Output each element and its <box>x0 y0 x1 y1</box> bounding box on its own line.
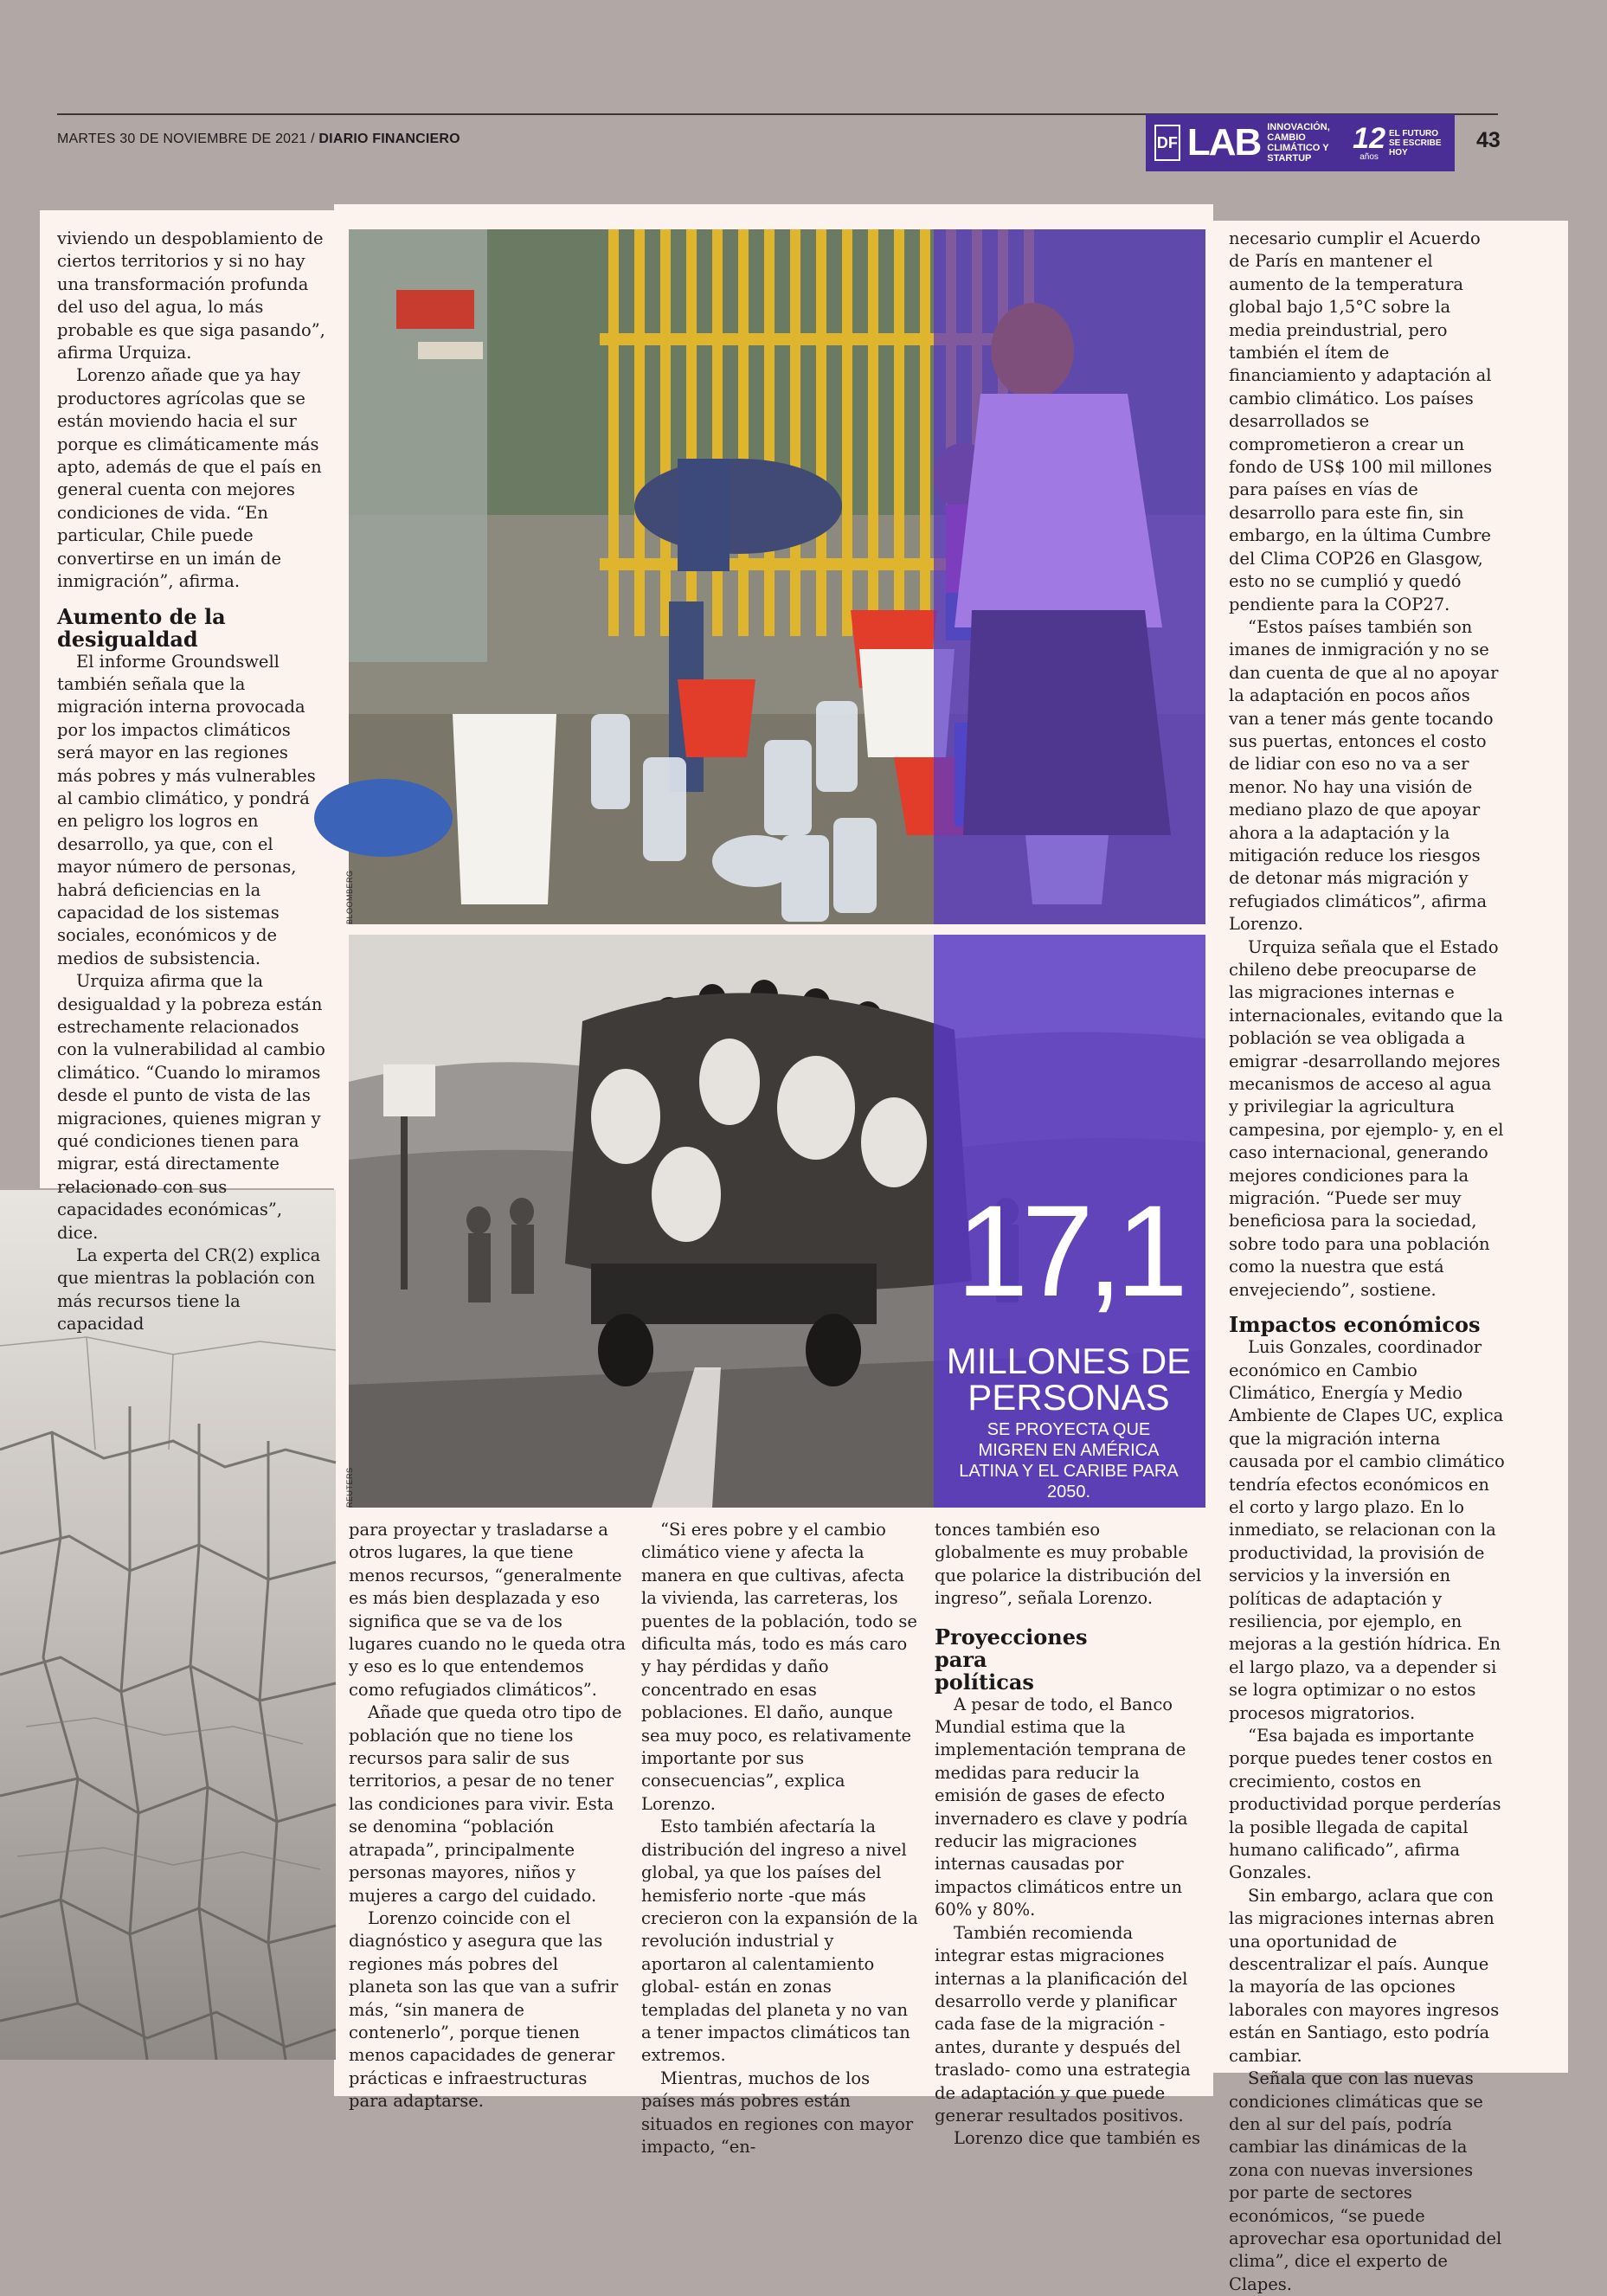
subheading-proyecciones: Proyecciones para políticas <box>935 1624 1088 1695</box>
paragraph: tonces también eso globalmente es muy probable que polarice la distribución del ingreso”, señala Lorenzo. <box>935 1520 1202 1609</box>
subheading-impactos: Impactos económicos <box>1229 1312 1481 1338</box>
paragraph: Añade que queda otro tipo de población que no tiene los recursos para salir de sus territorios, a pesar de no tener las condiciones para vivir. Esta se denomina “población atrapada”, principalmente personas mayores, niños y mujeres a cargo del cuidado. <box>349 1702 622 1906</box>
lab-subtitle: INNOVACIÓN, CAMBIO CLIMÁTICO Y STARTUP <box>1267 122 1330 164</box>
paragraph: “Si eres pobre y el cambio climático viene y afecta la manera en que cultivas, afecta la vivienda, las carreteras, los puentes de la población, todo se dificulta más, todo es más caro y hay pérdidas y daño concentrado en esas poblaciones. El daño, aunque sea muy poco, es relativamente importante por sus consecuencias”, explica Lorenzo. <box>641 1520 917 1814</box>
paragraph: Mientras, muchos de los países más pobres están situados en regiones con mayor impacto, “en- <box>641 2068 914 2157</box>
header-dateline <box>57 132 460 147</box>
page-number: 43 <box>1476 128 1501 152</box>
article-column-3 <box>641 1519 918 2158</box>
anniversary-logo <box>1353 124 1446 162</box>
paragraph: “Estos países también son imanes de inmigración y no se dan cuenta de que al no apoyar la adaptación en pocos años van a tener más gente tocando sus puertas, entonces el costo de lidiar con eso no va a ser menor. No hay una visión de mediano plazo de que apoyar ahora a la adaptación y la mitigación reduce los riesgos de detonar más migración y refugiados climáticos”, afirma Lorenzo. <box>1229 616 1499 935</box>
lab-logo: LAB <box>1186 121 1261 164</box>
paragraph: Lorenzo coincide con el diagnóstico y asegura que las regiones más pobres del planeta son las que van a sufrir más, “sin manera de contenerlo”, porque tienen menos capacidades de generar prácticas e infraestructuras para adaptarse. <box>349 1907 619 2112</box>
anniversary-number: 12 <box>1353 122 1385 155</box>
paragraph: Luis Gonzales, coordinador económico en Cambio Climático, Energía y Medio Ambiente de Clapes UC, explica que la migración interna causada por el cambio climático tendría efectos económicos en el corto y largo plazo. En lo inmediato, se relacionan con la productividad, la provisión de servicios y la inversión en políticas de adaptación y resiliencia, por ejemplo, en mejoras a la gestión hídrica. En el largo plazo, va a depender si se logra optimizar o no estos procesos migratorios. <box>1229 1337 1505 1723</box>
paragraph: “Esa bajada es importante porque puedes tener costos en crecimiento, costos en productividad porque perderías la posible llegada de capital humano calificado”, afirma Gonzales. <box>1229 1726 1501 1883</box>
paragraph: La experta del CR(2) explica que mientras la población con más recursos tiene la capacidad <box>57 1245 321 1335</box>
anniversary-tagline: EL FUTURO SE ESCRIBE HOY <box>1389 128 1442 158</box>
stat-unit: MILLONES DE PERSONAS <box>946 1341 1192 1418</box>
section-badge <box>1146 114 1455 171</box>
paragraph: Urquiza señala que el Estado chileno debe preocuparse de las migraciones internas e internacionales, evitando que la población se vea obligada a emigrar -desarrollando mejores mecanismos de acceso al agua y privilegiar la agricultura campesina, por ejemplo- y, en el caso internacional, generando mejores condiciones para la migración. “Puede ser muy beneficiosa para la sociedad, sobre todo para una población como la nuestra que está envejeciendo”, sostiene. <box>1229 936 1504 1300</box>
article-column-4 <box>935 1519 1205 2151</box>
article-column-1 <box>57 228 327 1336</box>
stat-number: 17,1 <box>956 1178 1181 1323</box>
anniversary-word: años <box>1360 152 1379 162</box>
water-buckets-photo <box>345 229 1205 924</box>
paragraph: Lorenzo añade que ya hay productores agrícolas que se están moviendo hacia el sur porque es climáticamente más apto, además de que el país en general cuenta con mejores condiciones de vida. “En particular, Chile puede convertirse en un imán de inmigración”, afirma. <box>57 365 322 592</box>
article-column-5 <box>1229 228 1506 2296</box>
paragraph: También recomienda integrar estas migraciones internas a la planificación del desarrollo verde y planificar cada fase de la migración -antes, durante y después del traslado- como una estrategia de adaptación y que puede generar resultados positivos. <box>935 1922 1191 2126</box>
top-photo-credit: BLOOMBERG <box>345 870 354 924</box>
paragraph: El informe Groundswell también señala que la migración interna provocada por los impactos climáticos será mayor en las regiones más pobres y más vulnerables al cambio climático, y pondrá en peligro los logros en desarrollo, ya que, con el mayor número de personas, habrá deficiencias en la capacidad de los sistemas sociales, económicos y de medios de subsistencia. <box>57 651 316 968</box>
article-column-2 <box>349 1519 626 2113</box>
paragraph: necesario cumplir el Acuerdo de París en mantener el aumento de la temperatura global bajo 1,5°C sobre la media preindustrial, pero también el ítem de financiamiento y adaptación al cambio climático. Los países desarrollados se comprometieron a crear un fondo de US$ 100 mil millones para países en vías de desarrollo para este fin, sin embargo, en la última Cumbre del Clima COP26 en Glasgow, esto no se cumplió y quedó pendiente para la COP27. <box>1229 228 1493 614</box>
paragraph: Urquiza afirma que la desigualdad y la pobreza están estrechamente relacionados con la vulnerabilidad al cambio climático. “Cuando lo miramos desde el punto de vista de las migraciones, quienes migran y qué condiciones tienen para migrar, está directamente relacionado con sus capacidades económicas”, dice. <box>57 971 325 1243</box>
paragraph: viviendo un despoblamiento de ciertos territorios y si no hay una transformación profunda del uso del agua, lo más probable es que siga pasando”, afirma Urquiza. <box>57 228 325 363</box>
paragraph: Sin embargo, aclara que con las migraciones internas abren una oportunidad de descentralizar el país. Aunque la mayoría de las opciones laborales con mayores ingresos están en Santiago, esto podría cambiar. <box>1229 1885 1500 2066</box>
header-date: MARTES 30 DE NOVIEMBRE DE 2021 / <box>57 132 315 146</box>
bottom-photo-credit: REUTERS <box>345 1467 354 1508</box>
paragraph: Señala que con las nuevas condiciones climáticas que se den al sur del país, podría cambiar las dinámicas de la zona con nuevas inversiones por parte de sectores económicos, “se puede aprovechar esa oportunidad del clima”, dice el experto de Clapes. <box>1229 2068 1502 2294</box>
stat-description: SE PROYECTA QUE MIGREN EN AMÉRICA LATINA Y EL CARIBE PARA 2050. <box>959 1420 1179 1502</box>
paragraph: Esto también afectaría la distribución del ingreso a nivel global, ya que los países del hemisferio norte -que más crecieron con la expansión de la revolución industrial y aportaron al calentamiento global- están en zonas templadas del planeta y no van a tener impactos climáticos tan extremos. <box>641 1817 918 2066</box>
paragraph: A pesar de todo, el Banco Mundial estima que la implementación temprana de medidas para reducir la emisión de gases de efecto invernadero es clave y podría reducir las migraciones internas causadas por impactos climáticos entre un 60% y 80%. <box>935 1694 1188 1920</box>
subheading-desigualdad: Aumento de la desigualdad <box>57 603 226 652</box>
df-logo: DF <box>1154 125 1180 161</box>
paragraph: para proyectar y trasladarse a otros lugares, la que tiene menos recursos, “generalmente es más bien desplazada y eso significa que se va de los lugares cuando no le queda otra y eso es lo que entendemos como refugiados climáticos”. <box>349 1520 626 1700</box>
paragraph: Lorenzo dice que también es <box>954 2128 1200 2149</box>
header-publication: DIARIO FINANCIERO <box>318 132 460 146</box>
